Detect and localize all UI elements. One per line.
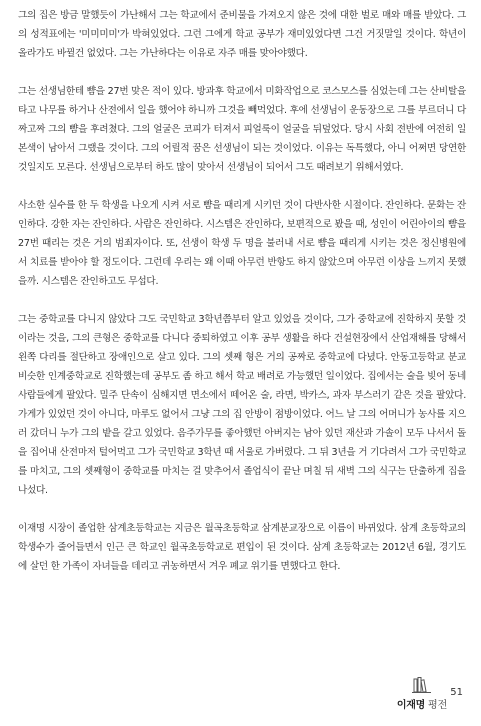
paragraph-5: 이재명 시장이 졸업한 삼계초등학교는 지금은 월곡초등학교 삼계분교장으로 이름이 바뀌었다. 삼계 초등학교의 학생수가 줄어들면서 인근 큰 학교인 월곡초등학교로 편입이 된 것이다. 삼계 초등학교는 2012년 6월, 경기도에 살던 한 가족이 자녀들을 데리고 귀농하면서 겨우 폐교 위기를 면했다고 한다. xyxy=(18,523,466,572)
paragraph-4: 그는 중학교를 다니지 않았다 그도 국민학교 3학년쯤부터 알고 있었을 것이다, 그가 중학교에 진학하지 못할 것이라는 것을, 그의 큰형은 중학교를 다니다 중퇴하였고 이후 공부 생활을 하다 건설현장에서 산업재해를 당해서 왼쪽 다리를 절단하고 장애인으로 살고 있다. 그의 셋째 형은 거의 공짜로 중학교에 다녔다. 안동고등학교 분교 비슷한 인계중학교로 진학했는데 공부도 좀 하고 해서 학교 배려로 가능했던 일이었다. 집에서는 술을 빚어 동네 사람들에게 팔았다. 밀주 단속이 심해지면 면소에서 떼어온 술, 라면, 박카스, 과자 부스러기 같은 것을 팔았다. 가게가 있었던 것이 아니다, 마루도 없어서 그냥 그의 집 안방이 점방이었다. 어느 날 그의 어머니가 농사를 지으러 갔더니 누가 그의 밭을 갈고 있었다. 음주가무를 좋아했던 아버지는 남아 있던 재산과 가솔이 모두 나서서 돌을 집어내 산전마저 털어먹고 그가 국민학교 3학년 때 서울로 가버렸다. 그 뒤 3년을 거 기다려서 그가 국민학교를 마치고, 그의 셋째형이 중학교를 마치는 걸 맞추어서 졸업식이 끝난 며칠 뒤 새벽 그의 식구는 단출하게 집을 나섰다. xyxy=(18,314,466,496)
body-text xyxy=(18,6,466,576)
paragraph-1: 그의 집은 방금 말했듯이 가난해서 그는 학교에서 준비물을 가져오지 않은 것에 대한 벌로 매와 매를 받았다. 그의 성적표에는 '미미미미'가 박혀있었다. 그런 그에게 학교 공부가 재미있었다면 그건 거짓말일 것이다. 학년이 올라가도 바뀔건 없었다. 그는 가난하다는 이유로 자주 매를 맞아야했다. xyxy=(18,10,466,59)
page-number: 51 xyxy=(450,687,463,698)
footer-title: 평전 xyxy=(427,700,448,711)
page-footer xyxy=(397,677,463,712)
footer-author: 이재명 xyxy=(396,700,425,711)
footer-logo xyxy=(397,677,447,712)
book-stack-icon xyxy=(412,677,432,693)
paragraph-2: 그는 선생님한테 뺨을 27번 맞은 적이 있다. 방과후 학교에서 미화작업으로 코스모스를 심었는데 그는 산비탈을 타고 나무를 하거나 산전에서 일을 했어야 하니까 그것을 빼먹었다. 후에 선생님이 운동장으로 그를 부르더니 다짜고짜 그의 뺨을 후려쳤다. 그의 얼굴은 코피가 터져서 피얼룩이 얼굴을 뒤덮었다. 당시 사회 전반에 여전히 일본색이 남아서 그랬을 것이다. 그의 어릴적 꿈은 선생님이 되는 것이었다. 이유는 독특했다, 아니 어쩌면 당연한 것일지도 모른다. 선생님으로부터 하도 많이 맞아서 선생님이 되어서 그도 때려보기 위해서였다. xyxy=(18,86,466,173)
paragraph-3: 사소한 실수를 한 두 학생을 나오게 시켜 서로 뺨을 때리게 시키던 것이 다반사한 시절이다. 잔인하다. 문화는 잔인하다. 강한 자는 잔인하다. 사람은 잔인하다. 시스템은 잔인하다, 보편적으로 봤을 때, 성인이 어린아이의 뺨을 27번 때리는 것은 거의 범죄자이다. 또, 선생이 학생 두 명을 불러내 서로 뺨을 때리게 시키는 것은 정신병원에서 치료를 받아야 할 정도이다. 그런데 우리는 왜 이때 아무런 반항도 하지 않았으며 아무런 이상을 느끼지 못했을까. 시스템은 잔인하고도 무섭다. xyxy=(18,200,466,287)
